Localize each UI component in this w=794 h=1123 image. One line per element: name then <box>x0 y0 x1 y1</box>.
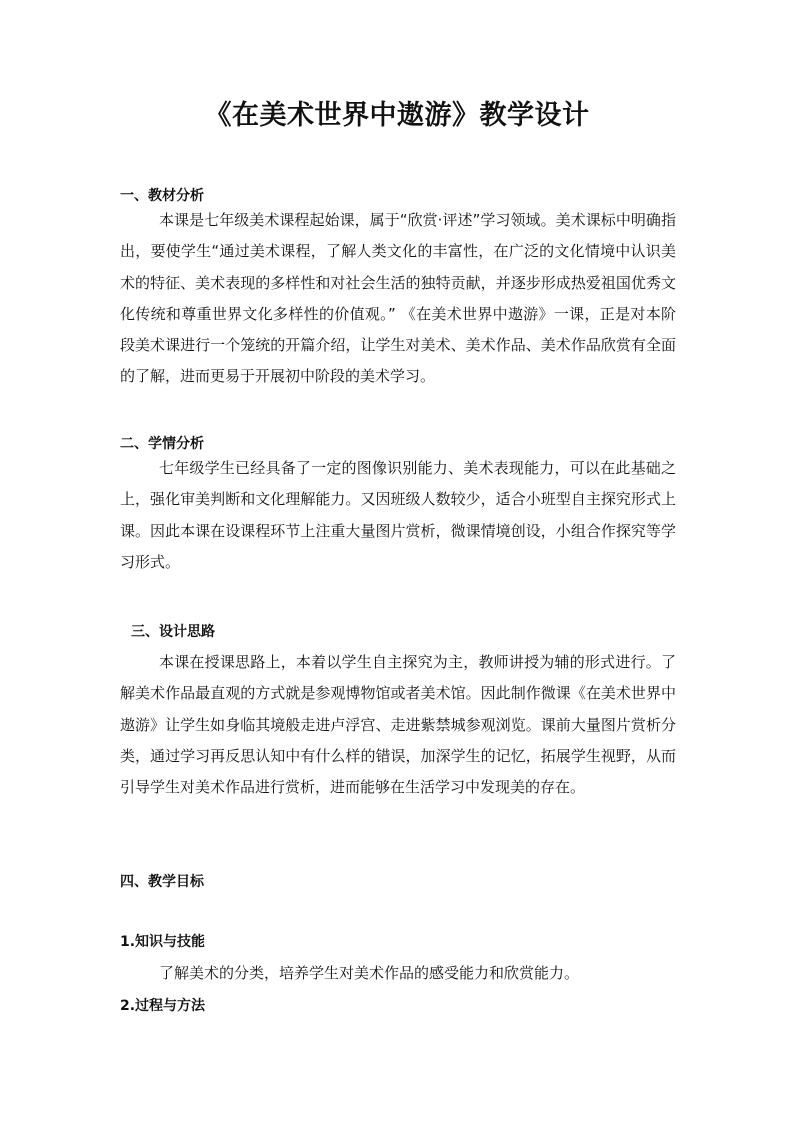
subheading-process-method: 2.过程与方法 <box>120 998 206 1014</box>
section-paragraph-design-idea: 本课在授课思路上，本着以学生自主探究为主，教师讲授为辅的形式进行。了解美术作品最直观的方式就是参观博物馆或者美术馆。因此制作微课《在美术世界中遨游》让学生如身临其境般走进卢浮宫、走进紫禁城参观浏览。课前大量图片赏析分类，通过学习再反思认知中有什么样的错误，加深学生的记忆，拓展学生视野，从而引导学生对美术作品进行赏析，进而能够在生活学习中发现美的存在。 <box>120 653 676 797</box>
section-heading-student-analysis: 二、学情分析 <box>120 436 204 452</box>
section-paragraph-student-analysis: 七年级学生已经具备了一定的图像识别能力、美术表现能力，可以在此基础之上，强化审美判断和文化理解能力。又因班级人数较少，适合小班型自主探究形式上课。因此本课在设课程环节上注重大量图片赏析，微课情境创设，小组合作探究等学习形式。 <box>120 459 676 571</box>
page-title: 《在美术世界中遨游》教学设计 <box>204 100 590 131</box>
section-heading-teaching-goals: 四、教学目标 <box>120 874 204 890</box>
subheading-knowledge-skills: 1.知识与技能 <box>120 934 206 950</box>
section-heading-textbook-analysis: 一、教材分析 <box>120 188 204 204</box>
paragraph-knowledge-skills: 了解美术的分类，培养学生对美术作品的感受能力和欣赏能力。 <box>159 964 580 982</box>
section-paragraph-textbook-analysis: 本课是七年级美术课程起始课，属于“欣赏·评述”学习领域。美术课标中明确指出，要使学生“通过美术课程，了解人类文化的丰富性，在广泛的文化情境中认识美术的特征、美术表现的多样性和对社会生活的独特贡献，并逐步形成热爱祖国优秀文化传统和尊重世界文化多样性的价值观。” 《在美术世界中遨游》一课，正是对本阶段美术课进行一个笼统的开篇介绍，让学生对美术、美术作品、美术作品欣赏有全面的了解，进而更易于开展初中阶段的美术学习。 <box>120 211 676 386</box>
section-heading-design-idea: 三、设计思路 <box>131 624 215 640</box>
